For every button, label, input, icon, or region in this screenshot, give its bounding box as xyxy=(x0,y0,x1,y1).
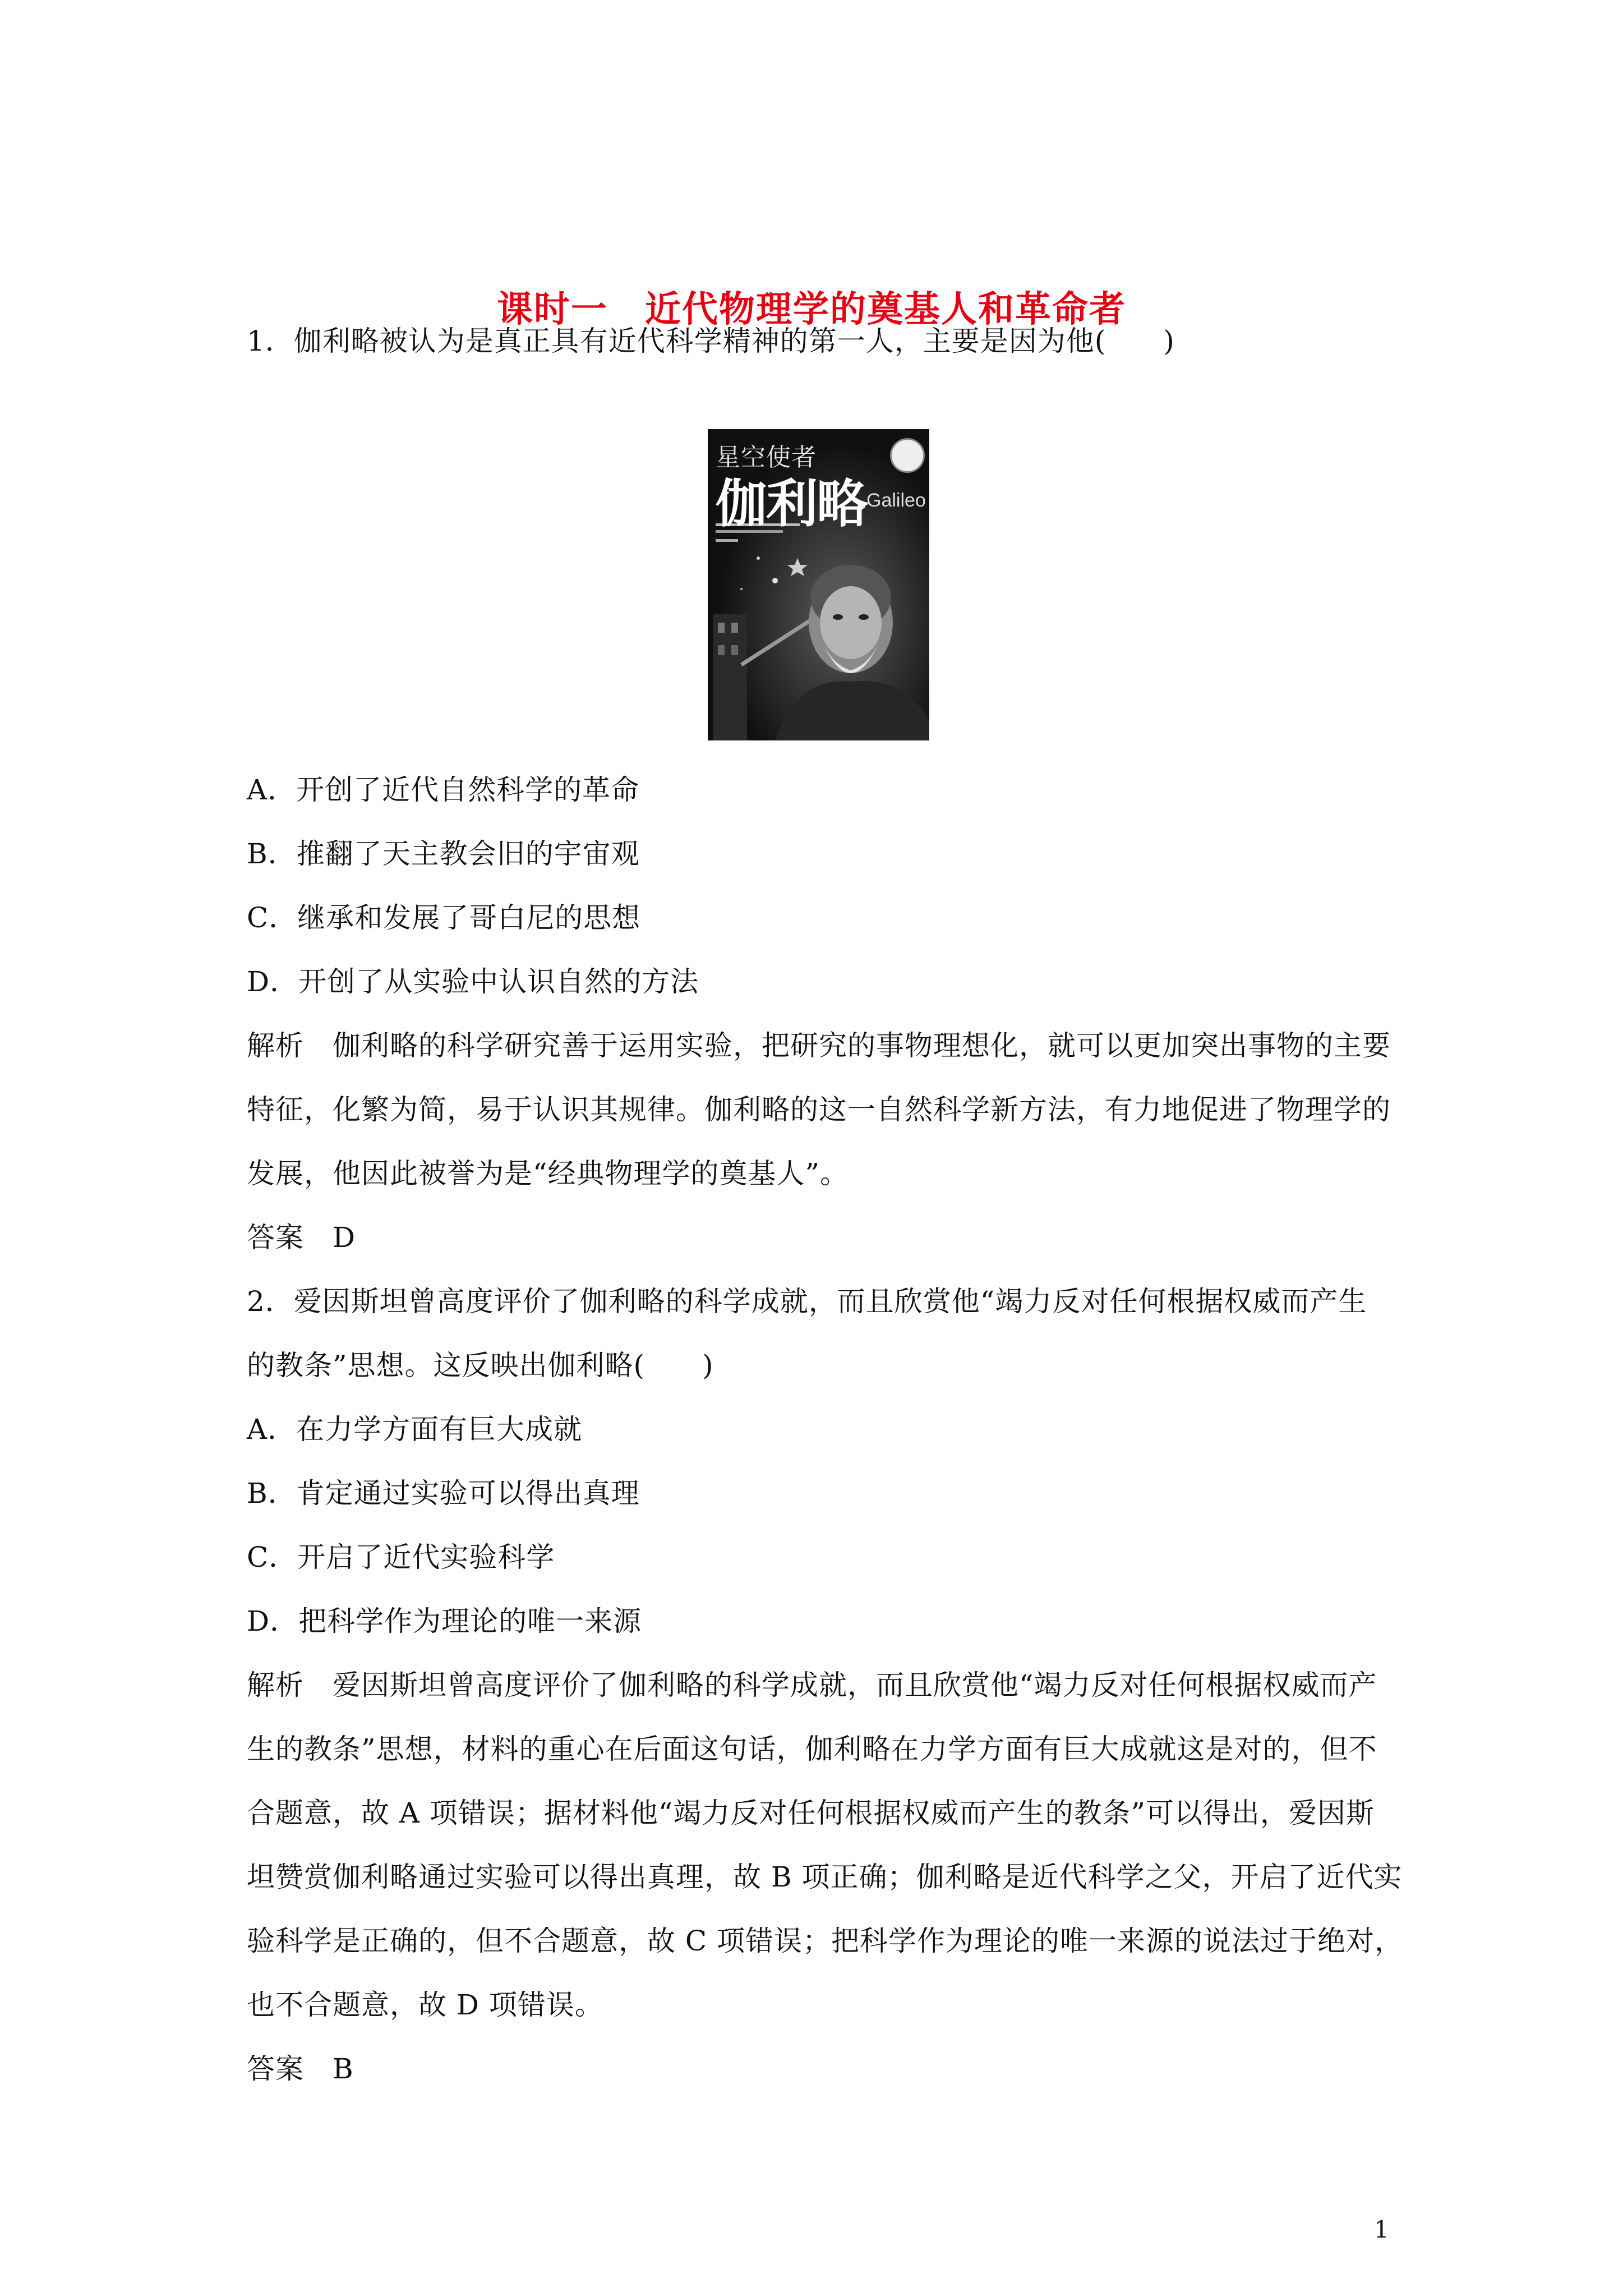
question-2-stem-line-2: 的教条”思想。这反映出伽利略( ) xyxy=(247,1349,714,1382)
question-1-option-c: C．继承和发展了哥白尼的思想 xyxy=(247,901,641,934)
question-1-analysis-line-1: 解析 伽利略的科学研究善于运用实验，把研究的事物理想化，就可以更加突出事物的主要 xyxy=(247,1029,1391,1062)
question-2-option-b: B．肯定通过实验可以得出真理 xyxy=(247,1477,640,1510)
question-2-option-a: A．在力学方面有巨大成就 xyxy=(247,1413,583,1446)
page-number: 1 xyxy=(1374,2216,1389,2243)
question-2-analysis-line-1: 解析 爱因斯坦曾高度评价了伽利略的科学成就，而且欣赏他“竭力反对任何根据权威而产 xyxy=(247,1669,1377,1701)
publisher-badge-icon xyxy=(890,438,925,473)
question-2-analysis-line-4: 坦赞赏伽利略通过实验可以得出真理，故 B 项正确；伽利略是近代科学之父，开启了近代实 xyxy=(247,1861,1403,1893)
question-2-analysis-line-2: 生的教条”思想，材料的重心在后面这句话，伽利略在力学方面有巨大成就这是对的，但不 xyxy=(247,1733,1377,1765)
question-2-answer: 答案 B xyxy=(247,2053,354,2085)
question-1-option-b: B．推翻了天主教会旧的宇宙观 xyxy=(247,838,640,870)
question-2-analysis-line-5: 验科学是正确的，但不合题意，故 C 项错误；把科学作为理论的唯一来源的说法过于绝对， xyxy=(247,1925,1404,1957)
question-2-option-c: C．开启了近代实验科学 xyxy=(247,1541,555,1573)
cover-subtitle: 星空使者 xyxy=(716,443,817,472)
question-1-option-a: A．开创了近代自然科学的革命 xyxy=(247,774,640,806)
question-1-analysis-line-3: 发展，他因此被誉为是“经典物理学的奠基人”。 xyxy=(247,1157,849,1190)
cover-latin-title: Galileo xyxy=(866,490,926,511)
question-2-option-d: D．把科学作为理论的唯一来源 xyxy=(247,1605,642,1637)
question-2-analysis-line-6: 也不合题意，故 D 项错误。 xyxy=(247,1989,603,2021)
question-1-analysis-line-2: 特征，化繁为简，易于认识其规律。伽利略的这一自然科学新方法，有力地促进了物理学的 xyxy=(247,1093,1391,1126)
galileo-book-cover-image xyxy=(708,429,929,740)
question-1-stem: 1．伽利略被认为是真正具有近代科学精神的第一人，主要是因为他( ) xyxy=(247,325,1175,357)
cover-title: 伽利略 xyxy=(716,474,868,534)
question-1-answer: 答案 D xyxy=(247,1221,356,1254)
question-1-option-d: D．开创了从实验中认识自然的方法 xyxy=(247,965,699,998)
question-2-analysis-line-3: 合题意，故 A 项错误；据材料他“竭力反对任何根据权威而产生的教条”可以得出，爱因斯 xyxy=(247,1797,1375,1829)
question-2-stem-line-1: 2．爱因斯坦曾高度评价了伽利略的科学成就，而且欣赏他“竭力反对任何根据权威而产生 xyxy=(247,1285,1367,1318)
page-title: 课时一 近代物理学的奠基人和革命者 xyxy=(497,289,1126,330)
